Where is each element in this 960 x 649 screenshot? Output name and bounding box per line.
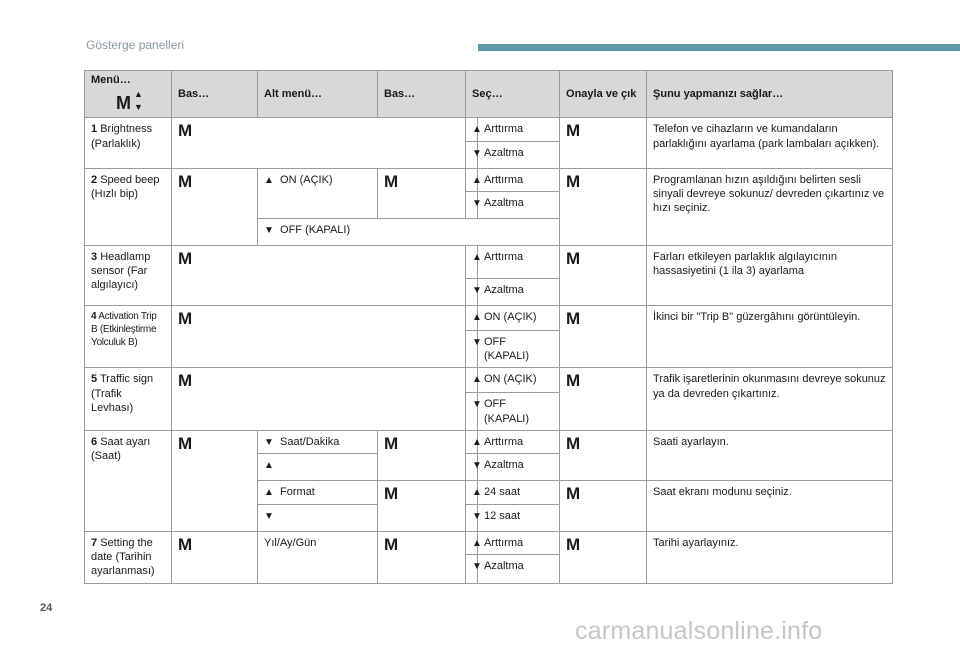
arrow-down-icon: ▼ (264, 437, 274, 449)
m-button-icon: M (384, 484, 399, 504)
arrow-down-icon: ▼ (472, 399, 482, 411)
column-header-press: Bas… (172, 71, 258, 118)
arrow-up-icon: ▲ (264, 174, 274, 186)
table-header-row (85, 71, 893, 118)
arrow-down-icon: ▼ (472, 197, 482, 209)
confirm-cell (560, 481, 647, 531)
arrow-down-icon: ▼ (472, 560, 482, 572)
confirm-cell (560, 245, 647, 305)
press-cell (378, 168, 466, 218)
option-cell: OFF (KAPALI) (478, 330, 560, 368)
column-header-submenu: Alt menü… (258, 71, 378, 118)
m-button-icon: M (178, 171, 193, 191)
confirm-cell (560, 168, 647, 245)
confirm-cell (560, 118, 647, 168)
table-row (85, 431, 893, 454)
table-row (85, 531, 893, 554)
column-header-select: Seç… (466, 71, 560, 118)
arrow-cell (466, 431, 482, 454)
option-cell: Azaltma (478, 278, 560, 305)
submenu-cell (258, 454, 378, 481)
option-cell: 24 saat (478, 481, 560, 504)
press-cell (172, 531, 258, 583)
arrow-up-icon: ▲ (264, 487, 274, 499)
arrow-cell (466, 454, 482, 481)
m-button-icon: M (384, 434, 399, 454)
section-title: Gösterge panelleri (86, 38, 185, 52)
arrow-cell (466, 368, 482, 393)
menu-table (84, 70, 893, 584)
table-row (85, 368, 893, 393)
option-cell: Azaltma (478, 191, 560, 218)
table-row (85, 168, 893, 191)
option-cell: Arttırma (478, 118, 560, 141)
arrow-cell (466, 245, 482, 278)
press-cell (172, 431, 258, 532)
description-cell: Telefon ve cihazların ve kumandaların parlaklığını ayarlama (park lambaları açıkken). (647, 118, 893, 168)
submenu-cell: Yıl/Ay/Gün (258, 531, 378, 583)
m-button-icon: M (178, 371, 193, 391)
m-button-icon: M (566, 534, 581, 554)
arrow-cell (466, 554, 482, 583)
m-button-icon: M (178, 534, 193, 554)
menu-item-cell: 1 Brightness (Parlaklık) (85, 118, 172, 168)
menu-item-cell: 6 Saat ayarı (Saat) (85, 431, 172, 532)
arrow-up-icon: ▲ (472, 487, 482, 499)
option-cell: Arttırma (478, 531, 560, 554)
option-cell: Azaltma (478, 454, 560, 481)
arrow-down-icon: ▼ (264, 224, 274, 236)
submenu-cell: ▼ OFF (KAPALI) (258, 218, 560, 245)
press-cell (378, 531, 466, 583)
press-cell (172, 368, 466, 431)
arrow-up-icon: ▲ (472, 537, 482, 549)
confirm-cell (560, 531, 647, 583)
m-button-icon: M (178, 248, 193, 268)
confirm-cell (560, 431, 647, 481)
header-accent-bar (478, 44, 960, 51)
watermark-text: carmanualsonline.info (575, 617, 823, 645)
press-cell (378, 431, 466, 481)
m-button-icon: M (384, 171, 399, 191)
option-cell: Azaltma (478, 554, 560, 583)
option-cell: ON (AÇIK) (478, 305, 560, 330)
submenu-cell: ▼ Saat/Dakika (258, 431, 378, 454)
description-cell: Programlanan hızın aşıldığını belirten sesli sinyali devreye sokunuz/ devreden çıkartınız ve hızı seçiniz. (647, 168, 893, 245)
arrow-down-icon: ▼ (472, 510, 482, 522)
page-number: 24 (40, 602, 53, 614)
menu-m-updown-icon: M ▲ ▼ (116, 89, 143, 114)
submenu-cell: ▲ Format (258, 481, 378, 504)
option-cell: Arttırma (478, 245, 560, 278)
m-button-icon: M (566, 121, 581, 141)
menu-item-cell: 7 Setting the date (Tarihin ayarlanması) (85, 531, 172, 583)
option-cell: Arttırma (478, 168, 560, 191)
option-cell: Azaltma (478, 141, 560, 168)
arrow-cell (466, 278, 482, 305)
arrow-up-icon: ▲ (472, 374, 482, 386)
arrow-cell (466, 531, 482, 554)
arrow-up-icon: ▲ (472, 124, 482, 136)
arrow-down-icon: ▼ (472, 284, 482, 296)
arrow-cell (466, 141, 482, 168)
arrow-up-icon: ▲ (472, 437, 482, 449)
arrow-cell (466, 191, 482, 218)
submenu-cell: ▲ ON (AÇIK) (258, 168, 378, 218)
m-button-icon: M (566, 171, 581, 191)
option-cell: ON (AÇIK) (478, 368, 560, 393)
menu-item-cell: 4 Activation Trip B (Etkinleştirme Yolculuk B) (85, 305, 172, 368)
option-cell: Arttırma (478, 431, 560, 454)
arrow-up-icon: ▲ (472, 311, 482, 323)
menu-item-cell: 2 Speed beep (Hızlı bip) (85, 168, 172, 245)
column-header-confirm-exit: Onayla ve çık (560, 71, 647, 118)
description-cell: Farları etkileyen parlaklık algılayıcının hassasiyetini (1 ila 3) ayarlama (647, 245, 893, 305)
confirm-cell (560, 368, 647, 431)
table-row (85, 118, 893, 141)
press-cell (172, 245, 466, 305)
description-cell: Saati ayarlayın. (647, 431, 893, 481)
description-cell: Trafik işaretlerinin okunmasını devreye sokunuz ya da devreden çıkartınız. (647, 368, 893, 431)
arrow-up-icon: ▲ (472, 251, 482, 263)
arrow-down-icon: ▼ (472, 336, 482, 348)
column-header-menu: Menü… M ▲ ▼ (85, 71, 172, 118)
m-button-icon: M (566, 248, 581, 268)
description-cell: Saat ekranı modunu seçiniz. (647, 481, 893, 531)
description-cell: Tarihi ayarlayınız. (647, 531, 893, 583)
m-button-icon: M (384, 534, 399, 554)
m-button-icon: M (566, 308, 581, 328)
description-cell: İkinci bir "Trip B" güzergâhını görüntüleyin. (647, 305, 893, 368)
menu-item-cell: 5 Traffic sign (Trafik Levhası) (85, 368, 172, 431)
arrow-cell (466, 481, 482, 504)
press-cell (172, 168, 258, 245)
arrow-cell (466, 330, 482, 368)
arrow-down-icon: ▼ (264, 510, 274, 522)
press-cell (172, 118, 466, 168)
table-row (85, 305, 893, 330)
m-button-icon: M (178, 121, 193, 141)
press-cell (172, 305, 466, 368)
m-button-icon: M (178, 434, 193, 454)
arrow-down-icon: ▼ (472, 147, 482, 159)
arrow-cell (466, 168, 482, 191)
column-header-purpose: Şunu yapmanızı sağlar… (647, 71, 893, 118)
arrow-cell (466, 118, 482, 141)
arrow-cell (466, 393, 482, 431)
menu-item-cell: 3 Headlamp sensor (Far algılayıcı) (85, 245, 172, 305)
arrow-cell (466, 504, 482, 531)
column-header-press-2: Bas… (378, 71, 466, 118)
arrow-up-icon: ▲ (472, 174, 482, 186)
arrow-down-icon: ▼ (472, 460, 482, 472)
arrow-up-icon: ▲ (264, 460, 274, 472)
option-cell: 12 saat (478, 504, 560, 531)
confirm-cell (560, 305, 647, 368)
submenu-cell (258, 504, 378, 531)
m-button-icon: M (178, 308, 193, 328)
m-button-icon: M (566, 484, 581, 504)
table-row (85, 245, 893, 278)
option-cell: OFF (KAPALI) (478, 393, 560, 431)
press-cell (378, 481, 466, 531)
m-button-icon: M (566, 434, 581, 454)
arrow-cell (466, 305, 482, 330)
m-button-icon: M (566, 371, 581, 391)
